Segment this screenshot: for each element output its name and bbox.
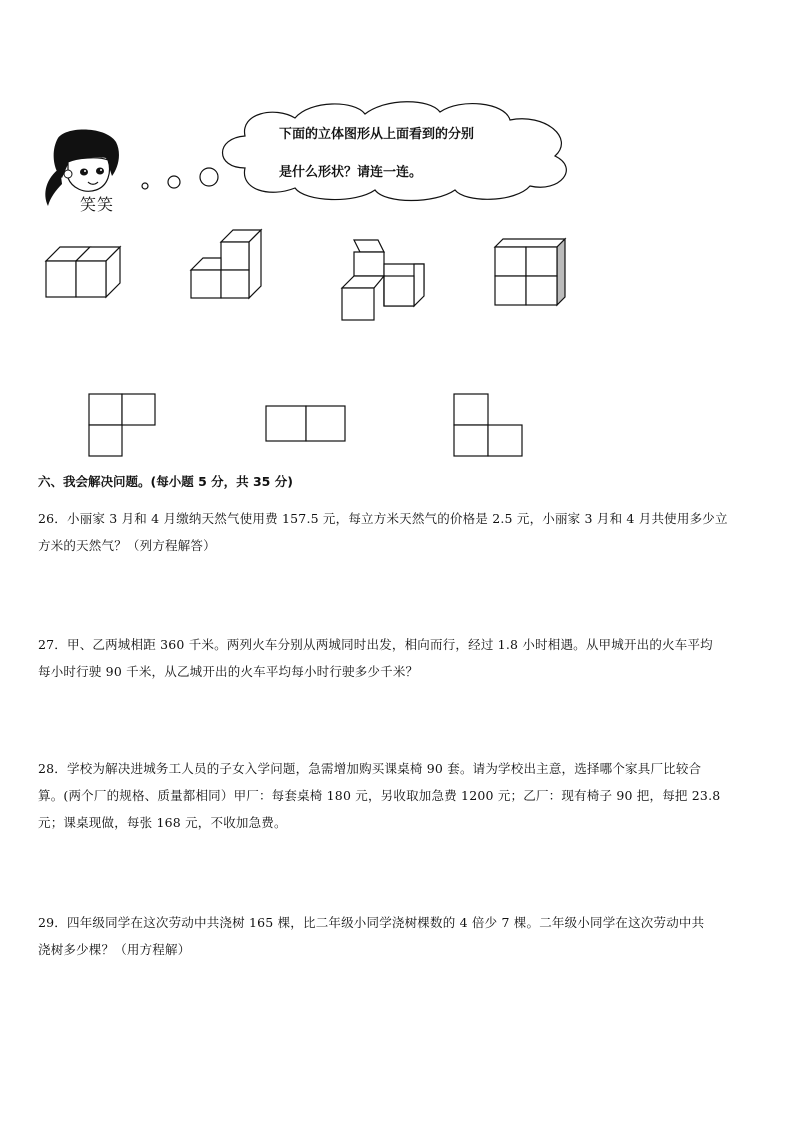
top-view-a — [88, 393, 158, 458]
question-27-line-2: 每小时行驶 90 千米，从乙城开出的火车平均每小时行驶多少千米？ — [38, 664, 419, 679]
thought-cloud — [215, 98, 585, 203]
solid-figure-2 — [189, 228, 269, 303]
top-view-c — [453, 393, 525, 458]
question-29-line-2: 浇树多少棵？（用方程解） — [38, 942, 191, 957]
question-27 — [38, 631, 758, 685]
question-26-line-2: 方米的天然气？（列方程解答） — [38, 538, 216, 553]
question-28-line-3: 元；课桌现做，每张 168 元，不收加急费。 — [38, 815, 287, 830]
bubble-line-2: 是什么形状？请连一连。 — [279, 165, 423, 180]
question-28 — [38, 755, 758, 836]
question-29 — [38, 909, 758, 963]
bubble-line-1: 下面的立体图形从上面看到的分别 — [279, 127, 475, 142]
solid-figure-4 — [493, 237, 573, 312]
solid-figure-3 — [338, 238, 433, 328]
question-26 — [38, 505, 758, 559]
solid-figure-1 — [44, 245, 124, 305]
question-27-line-1: 27．甲、乙两城相距 360 千米。两列火车分别从两城同时出发，相向而行，经过 1.8 小时相遇。从甲城开出的火车平均 — [38, 637, 713, 652]
girl-caption: 笑笑 — [80, 195, 115, 214]
question-28-line-1: 28．学校为解决进城务工人员的子女入学问题，急需增加购买课桌椅 90 套。请为学校出主意，选择哪个家具厂比较合 — [38, 761, 702, 776]
question-26-line-1: 26．小丽家 3 月和 4 月缴纳天然气使用费 157.5 元，每立方米天然气的价格是 2.5 元，小丽家 3 月和 4 月共使用多少立 — [38, 511, 728, 526]
top-view-b — [265, 405, 347, 443]
section-title: 六、我会解决问题。(每小题 5 分，共 35 分) — [38, 474, 293, 489]
question-28-line-2: 算。(两个厂的规格、质量都相同）甲厂：每套桌椅 180 元，另收取加急费 1200 元；乙厂：现有椅子 90 把，每把 23.8 — [38, 788, 721, 803]
question-29-line-1: 29．四年级同学在这次劳动中共浇树 165 棵，比二年级小同学浇树棵数的 4 倍少 7 棵。二年级小同学在这次劳动中共 — [38, 915, 705, 930]
